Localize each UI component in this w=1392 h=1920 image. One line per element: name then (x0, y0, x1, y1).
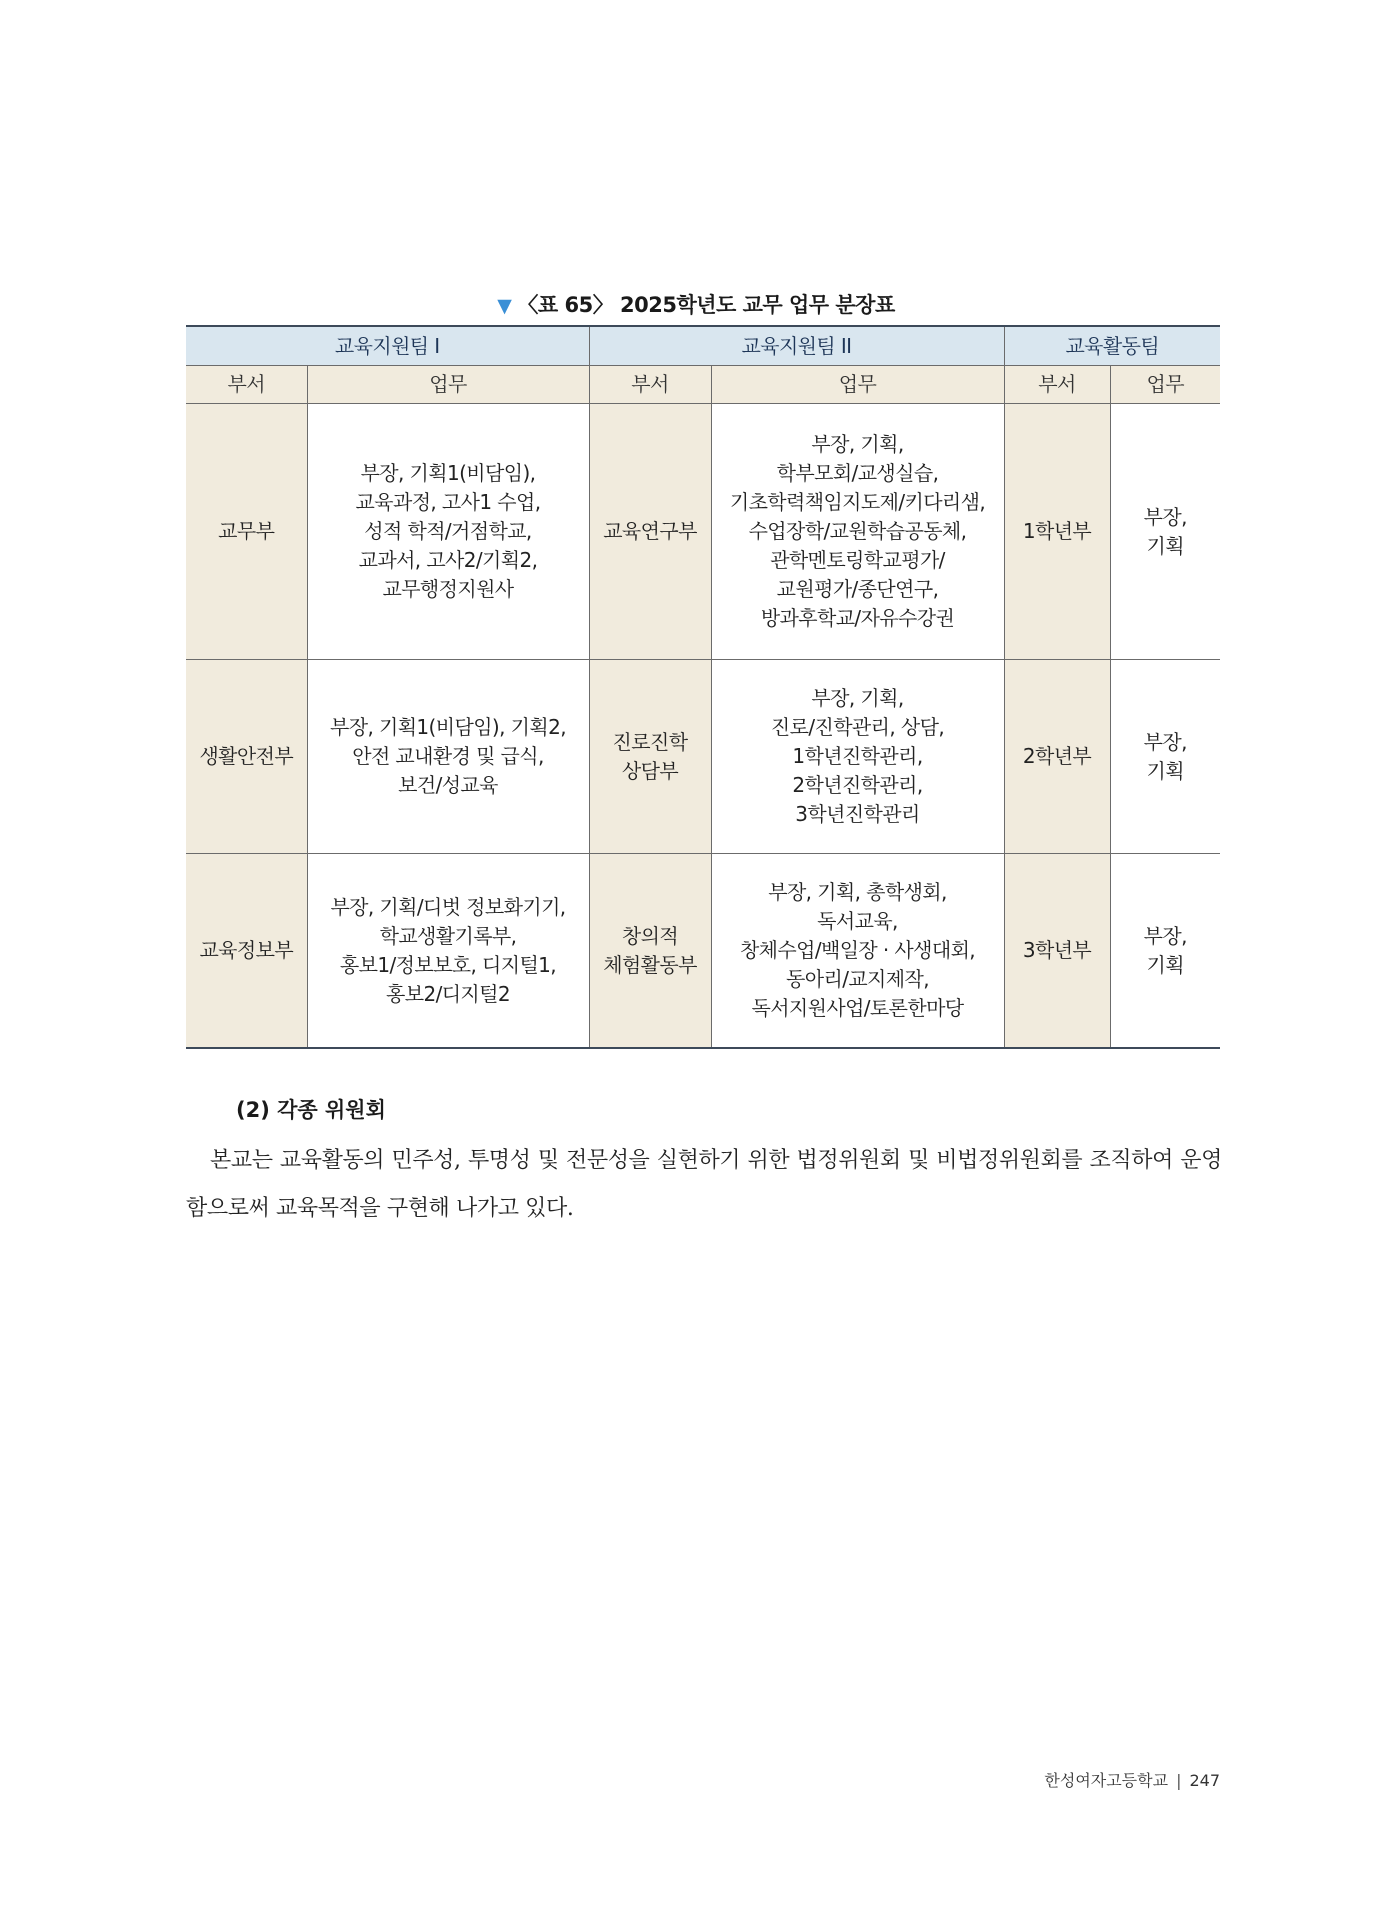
triangle-down-icon: ▼ (497, 295, 512, 317)
dept-cell: 2학년부 (1004, 660, 1110, 854)
dept-cell: 1학년부 (1004, 404, 1110, 660)
section-title: (2) 각종 위원회 (236, 1098, 386, 1122)
school-name: 한성여자고등학교 (1044, 1771, 1169, 1790)
table-row (186, 404, 1220, 660)
duty-cell: 부장, 기획, 학부모회/교생실습, 기초학력책임지도제/키다리샘, 수업장학/교원학습공동체, 관학멘토링학교평가/ 교원평가/종단연구, 방과후학교/자유수강권 (711, 404, 1004, 660)
page-footer (1044, 1768, 1220, 1791)
column-header: 부서 (186, 366, 307, 404)
column-header: 업무 (307, 366, 589, 404)
team-header: 교육지원팀 II (589, 326, 1004, 366)
dept-cell: 창의적 체험활동부 (589, 854, 711, 1049)
dept-cell: 3학년부 (1004, 854, 1110, 1049)
column-header: 부서 (589, 366, 711, 404)
dept-cell: 교육정보부 (186, 854, 307, 1049)
table-caption (0, 289, 1392, 319)
team-header: 교육지원팀 I (186, 326, 589, 366)
duty-cell: 부장, 기획1(비담임), 기획2, 안전 교내환경 및 급식, 보건/성교육 (307, 660, 589, 854)
duty-cell: 부장, 기획, 총학생회, 독서교육, 창체수업/백일장 · 사생대회, 동아리/교지제작, 독서지원사업/토론한마당 (711, 854, 1004, 1049)
duty-cell: 부장, 기획, 진로/진학관리, 상담, 1학년진학관리, 2학년진학관리, 3학년진학관리 (711, 660, 1004, 854)
table-row (186, 854, 1220, 1049)
team-header: 교육활동팀 (1004, 326, 1220, 366)
page-number: 247 (1189, 1771, 1220, 1790)
column-header: 업무 (1110, 366, 1220, 404)
duty-cell: 부장, 기획/디벗 정보화기기, 학교생활기록부, 홍보1/정보보호, 디지털1, 홍보2/디지털2 (307, 854, 589, 1049)
section-body: 본교는 교육활동의 민주성, 투명성 및 전문성을 실현하기 위한 법정위원회 및 비법정위원회를 조직하여 운영함으로써 교육목적을 구현해 나가고 있다. (186, 1148, 1222, 1221)
dept-cell: 교무부 (186, 404, 307, 660)
duty-cell: 부장, 기획 (1110, 404, 1220, 660)
dept-cell: 진로진학 상담부 (589, 660, 711, 854)
column-header: 부서 (1004, 366, 1110, 404)
column-header: 업무 (711, 366, 1004, 404)
duty-cell: 부장, 기획1(비담임), 교육과정, 고사1 수업, 성적 학적/거점학교, 교과서, 고사2/기획2, 교무행정지원사 (307, 404, 589, 660)
column-header-row (186, 366, 1220, 404)
table-row (186, 660, 1220, 854)
caption-text: 〈표 65〉 2025학년도 교무 업무 분장표 (517, 293, 895, 317)
footer-separator: | (1176, 1771, 1182, 1790)
duty-table (186, 325, 1220, 1049)
dept-cell: 생활안전부 (186, 660, 307, 854)
duty-cell: 부장, 기획 (1110, 854, 1220, 1049)
team-header-row (186, 326, 1220, 366)
duty-cell: 부장, 기획 (1110, 660, 1220, 854)
dept-cell: 교육연구부 (589, 404, 711, 660)
